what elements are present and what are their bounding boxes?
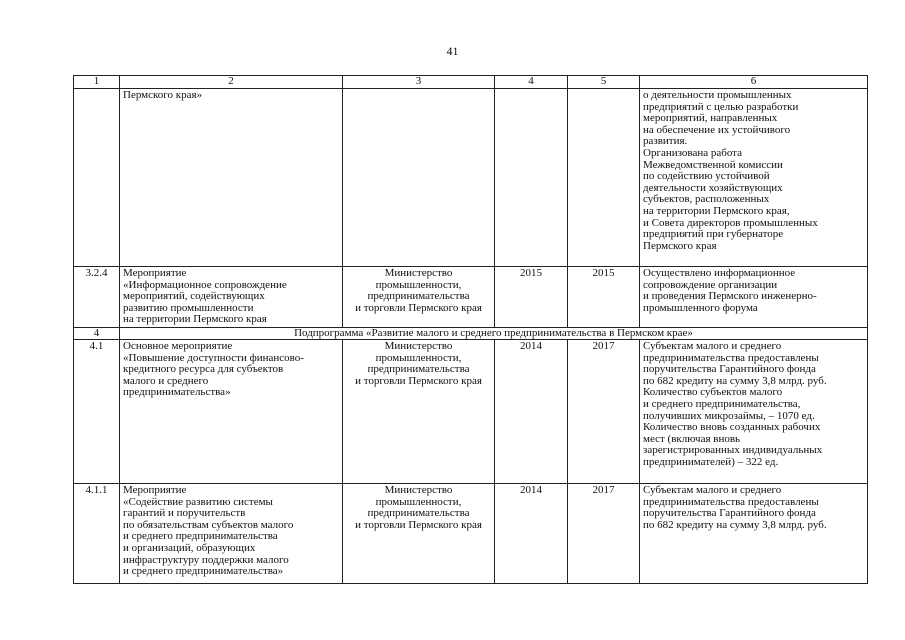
activities-table (73, 75, 868, 584)
table-row (74, 484, 868, 584)
subprogram-row (74, 328, 868, 340)
header-cell: 3 (343, 76, 495, 89)
header-cell: 4 (495, 76, 568, 89)
end-year: 2015 (568, 267, 640, 328)
executor: Министерство промышленности, предпринимательства и торговли Пермского края (343, 340, 495, 484)
header-cell: 2 (120, 76, 343, 89)
subprogram-number: 4 (74, 328, 120, 340)
expected-result: Осуществлено информационное сопровождение организации и проведения Пермского инженерно- промышленного форума (640, 267, 868, 328)
end-year (568, 89, 640, 267)
header-cell: 1 (74, 76, 120, 89)
table-row (74, 340, 868, 484)
activity-name: Мероприятие «Информационное сопровождение мероприятий, содействующих развитию промышленности на территории Пермского края (120, 267, 343, 328)
start-year: 2014 (495, 340, 568, 484)
subprogram-title: Подпрограмма «Развитие малого и среднего предпринимательства в Пермском крае» (120, 328, 868, 340)
executor: Министерство промышленности, предпринимательства и торговли Пермского края (343, 484, 495, 584)
start-year: 2015 (495, 267, 568, 328)
start-year: 2014 (495, 484, 568, 584)
executor: Министерство промышленности, предпринимательства и торговли Пермского края (343, 267, 495, 328)
executor (343, 89, 495, 267)
table-header-row (74, 76, 868, 89)
row-number: 3.2.4 (74, 267, 120, 328)
expected-result: о деятельности промышленных предприятий с целью разработки мероприятий, направленных на обеспечение их устойчивого развития. Организована работа Межведомственной комиссии по содействию устойчивой деятельности хозяйствующих субъектов, расположенных на территории Пермского края, и Совета директоров промышленных предприятий при губернаторе Пермского края (640, 89, 868, 267)
expected-result: Субъектам малого и среднего предпринимательства предоставлены поручительства Гарантийного фонда по 682 кредиту на сумму 3,8 млрд. руб. (640, 484, 868, 584)
start-year (495, 89, 568, 267)
table-row (74, 267, 868, 328)
activity-name: Мероприятие «Содействие развитию системы гарантий и поручительств по обязательствам субъектов малого и среднего предпринимательства и организаций, образующих инфраструктуру поддержки малого и среднего предпринимательства» (120, 484, 343, 584)
page-number: 41 (446, 44, 459, 58)
activity-name: Основное мероприятие «Повышение доступности финансово- кредитного ресурса для субъектов малого и среднего предпринимательства» (120, 340, 343, 484)
header-cell: 5 (568, 76, 640, 89)
end-year: 2017 (568, 340, 640, 484)
end-year: 2017 (568, 484, 640, 584)
header-cell: 6 (640, 76, 868, 89)
table-row (74, 89, 868, 267)
row-number: 4.1.1 (74, 484, 120, 584)
expected-result: Субъектам малого и среднего предпринимательства предоставлены поручительства Гарантийного фонда по 682 кредиту на сумму 3,8 млрд. руб. Количество субъектов малого и среднего предпринимательства, получивших микрозаймы, – 1070 ед. Количество вновь созданных рабочих мест (включая вновь зарегистрированных индивидуальных предпринимателей) – 322 ед. (640, 340, 868, 484)
activity-name: Пермского края» (120, 89, 343, 267)
row-number: 4.1 (74, 340, 120, 484)
row-number (74, 89, 120, 267)
